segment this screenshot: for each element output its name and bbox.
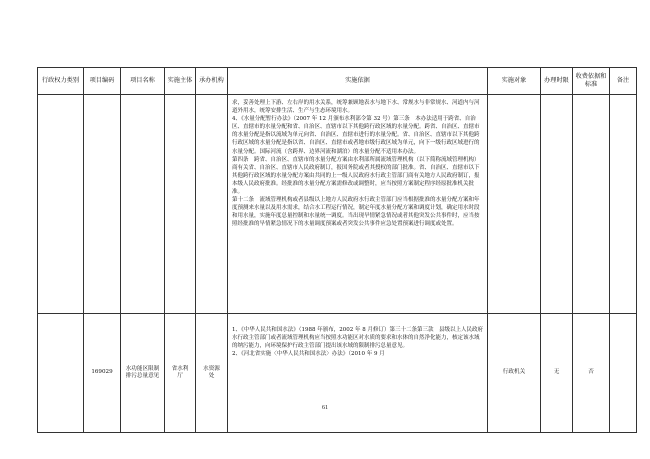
header-deadline: 办理时限	[541, 68, 573, 95]
header-category: 行政权力类别	[38, 68, 84, 95]
header-fee: 收费依据和标准	[573, 68, 610, 95]
cell-subject: 省水利厅	[165, 314, 196, 433]
table-row	[38, 314, 637, 433]
header-target: 实施对象	[488, 68, 541, 95]
header-code: 项目编码	[84, 68, 121, 95]
cell-basis	[228, 95, 488, 314]
cell-code	[84, 95, 121, 314]
cell-fee: 否	[573, 314, 610, 433]
cell-note	[610, 95, 637, 314]
basis-paragraph: 求，妥善处理上下游、左右岸的用水关系，统筹兼顾地表水与地下水、常规水与非常规水、河道内与河道外用水，统筹安排生活、生产与生态环境用水。	[232, 100, 480, 115]
header-subject: 实施主体	[165, 68, 196, 95]
cell-basis	[228, 314, 488, 433]
cell-deadline	[541, 95, 573, 314]
header-name: 项目名称	[121, 68, 165, 95]
basis-paragraph: 4、《水量分配暂行办法》（2007 年 12 月颁布水利部令第 32 号）第三条 本办法适用于跨省、自治区、直辖市的水量分配和省、自治区、直辖市以下其他跨行政区域的水量分配。跨省、自治区、直辖市的水量分配是指以流域为单元向省、自治区、直辖市进行的水量分配。省、自治区、直辖市以下其他跨行政区域的水量分配是指以省、自治区、直辖市或者地市级行政区域为单元，向下一级行政区域进行的水量分配。国际河流（含跨界、边界河流和湖泊）的水量分配不适用本办法。	[232, 116, 480, 155]
table-row	[38, 95, 637, 314]
cell-target: 行政机关	[488, 314, 541, 433]
cell-fee	[573, 95, 610, 314]
cell-target	[488, 95, 541, 314]
basis-paragraph: 第四条 跨省、自治区、直辖市的水量分配方案由水利部所属流域管理机构（以下简称流域管理机构）商有关省、自治区、直辖市人民政府制订，报国务院或者其授权的部门批准。省、自治区、直辖市以下其他跨行政区域的水量分配方案由共同的上一级人民政府水行政主管部门商有关地方人民政府制订，报本级人民政府批准。经批准的水量分配方案需修改或调整时，应当按照方案制定程序经原批准机关批准。	[232, 156, 480, 196]
page-number: 61	[322, 405, 328, 411]
basis-paragraph: 1、《中华人民共和国水法》（1988 年颁布，2002 年 8 月修订）第三十二条第三款 县级以上人民政府水行政主管部门或者流域管理机构应当按照水功能区对水质的要求和水体的自然净化能力，核定该水域的纳污能力，向环境保护行政主管部门提出该水域的限制排污总量意见。	[232, 327, 483, 350]
cell-code: 169029	[84, 314, 121, 433]
cell-name: 水功能区限制排污总量意见	[121, 314, 165, 433]
administrative-power-table	[37, 67, 637, 433]
header-basis: 实施依据	[228, 68, 488, 95]
cell-name	[121, 95, 165, 314]
cell-agency: 水资源处	[196, 314, 228, 433]
cell-category	[38, 314, 84, 433]
header-agency: 承办机构	[196, 68, 228, 95]
cell-deadline: 无	[541, 314, 573, 433]
cell-subject	[165, 95, 196, 314]
cell-note	[610, 314, 637, 433]
cell-agency	[196, 95, 228, 314]
basis-paragraph: 2、《河北省实施〈中华人民共和国水法〉办法》（2010 年 9 月	[232, 351, 385, 358]
table-header-row	[38, 68, 637, 95]
cell-category	[38, 95, 84, 314]
header-note: 备注	[610, 68, 637, 95]
basis-paragraph: 第十二条 流域管理机构或者县级以上地方人民政府水行政主管部门应当根据批准的水量分配方案和年度预测来水量以及用水需求，结合水工程运行情况，制定年度水量分配方案和调度计划，确定用水时段和用水量，实施年度总量控制和水量统一调度。当出现旱情紧急情况或者其他突发公共事件时，应当按照经批准的旱情紧急情况下的水量调度预案或者突发公共事件应急处置预案进行调度或处置。	[232, 197, 480, 228]
